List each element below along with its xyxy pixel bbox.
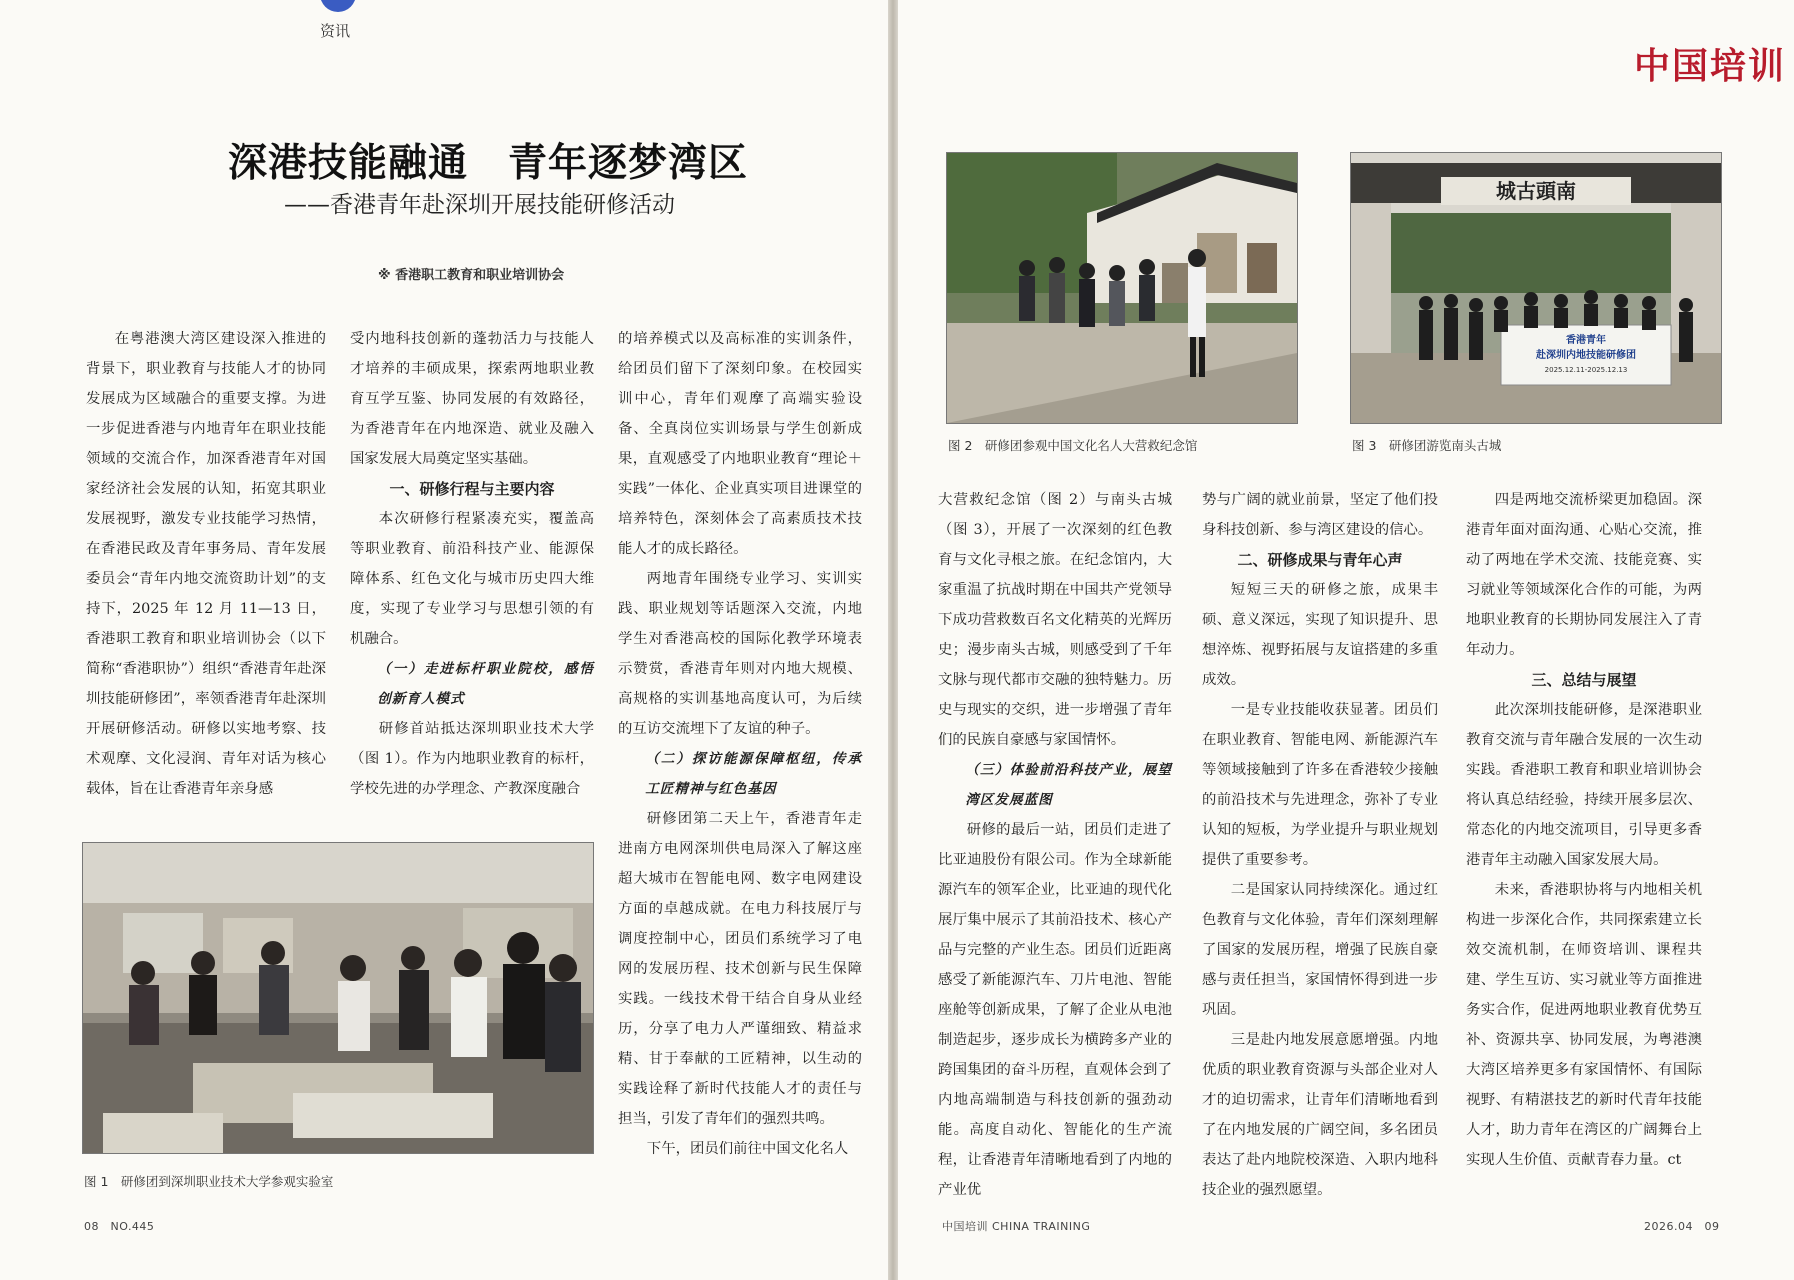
- article-title: 深港技能融通 青年逐梦湾区: [228, 141, 749, 186]
- section-heading: 一、研修行程与主要内容: [389, 480, 555, 498]
- paragraph: 研修团第二天上午，香港青年走进南方电网深圳供电局深入了解这座超大城市在智能电网、数字电网建设方面的卓越成就。在电力科技展厅与调度控制中心，团员们系统学习了电网的发展历程、技术创新与民生保障实践。一线技术骨干结合自身从业经历，分享了电力人严谨细致、精益求精、甘于奉献的工匠精神，以生动的实践诠释了新时代技能人才的责任与担当，引发了青年们的强烈共鸣。: [618, 811, 862, 1127]
- paragraph: 受内地科技创新的蓬勃活力与技能人才培养的丰硕成果，探索两地职业教育互学互鉴、协同发展的有效路径，为香港青年在内地深造、就业及融入国家发展大局奠定坚实基础。: [350, 331, 594, 467]
- paragraph: 二是国家认同持续深化。通过红色教育与文化体验，青年们深刻理解了国家的发展历程，增强了民族自豪感与责任担当，家国情怀得到进一步巩固。: [1202, 882, 1438, 1018]
- banner-text-2: 赴深圳内地技能研修团: [1536, 350, 1636, 361]
- figure-3-photo: [1350, 152, 1722, 424]
- right-page: [898, 0, 1794, 1280]
- figure-1-caption: 图 1 研修团到深圳职业技术大学参观实验室: [84, 1174, 334, 1189]
- paragraph: 在粤港澳大湾区建设深入推进的背景下，职业教育与技能人才的协同发展成为区域融合的重要支撑。为进一步促进香港与内地青年在职业技能领域的交流合作，加深香港青年对国家经济社会发展的认知，拓宽其职业发展视野，激发专业技能学习热情，在香港民政及青年事务局、青年发展委员会“青年内地交流资助计划”的支持下，2025 年 12 月 11—13 日，香港职工教育和职业培训协会（以下简称“香港职协”）组织“香港青年赴深圳技能研修团”，率领香港青年赴深圳开展研修活动。研修以实地考察、技术观摩、文化浸润、青年对话为核心载体，旨在让香港青年亲身感: [86, 331, 326, 797]
- paragraph: 两地青年围绕专业学习、实训实践、职业规划等话题深入交流，内地学生对香港高校的国际化教学环境表示赞赏，香港青年则对内地大规模、高规格的实训基地高度认可，为后续的互访交流埋下了友谊的种子。: [618, 571, 862, 737]
- footer-issue: 2026.04 09: [1644, 1220, 1720, 1233]
- section-marker: [320, 0, 356, 12]
- right-column-2: [1202, 485, 1438, 1205]
- paragraph: 势与广阔的就业前景，坚定了他们投身科技创新、参与湾区建设的信心。: [1202, 492, 1438, 538]
- section-tag: 资讯: [320, 22, 351, 40]
- paragraph: 一是专业技能收获显著。团员们在职业教育、智能电网、新能源汽车等领域接触到了许多在香港较少接触的前沿技术与先进理念，弥补了专业认知的短板，为学业提升与职业规划提供了重要参考。: [1202, 702, 1438, 868]
- figure-2-photo: [946, 152, 1298, 424]
- magazine-logo: 中国培训: [1633, 45, 1786, 87]
- paragraph: 本次研修行程紧凑充实，覆盖高等职业教育、前沿科技产业、能源保障体系、红色文化与城市历史四大维度，实现了专业学习与思想引领的有机融合。: [350, 511, 594, 647]
- paragraph: 三是赴内地发展意愿增强。内地优质的职业教育资源与头部企业对人才的迫切需求，让青年们清晰地看到了在内地发展的广阔空间，多名团员表达了赴内地院校深造、入职内地科技企业的强烈愿望。: [1202, 1032, 1438, 1198]
- right-column-1: [938, 485, 1172, 1205]
- section-heading: 三、总结与展望: [1531, 671, 1637, 689]
- gate-sign-text: 城古頭南: [1496, 179, 1576, 203]
- article-byline: ※ 香港职工教育和职业培训协会: [378, 268, 565, 283]
- paragraph: 未来，香港职协将与内地相关机构进一步深化合作，共同探索建立长效交流机制，在师资培训、课程共建、学生互访、实习就业等方面推进务实合作，促进两地职业教育优势互补、资源共享、协同发展，为粤港澳大湾区培养更多有家国情怀、有国际视野、有精湛技艺的新时代青年技能人才，助力青年在湾区的广阔舞台上实现人生价值、贡献青春力量。ct: [1466, 882, 1702, 1168]
- page-gutter: [888, 0, 898, 1280]
- figure-2-caption: 图 2 研修团参观中国文化名人大营救纪念馆: [948, 438, 1198, 453]
- paragraph: 短短三天的研修之旅，成果丰硕、意义深远，实现了知识提升、思想淬炼、视野拓展与友谊搭建的多重成效。: [1202, 582, 1438, 688]
- footer-brand: 中国培训 CHINA TRAINING: [942, 1220, 1091, 1233]
- paragraph: 四是两地交流桥梁更加稳固。深港青年面对面沟通、心贴心交流，推动了两地在学术交流、技能竞赛、实习就业等领域深化合作的可能，为两地职业教育的长期协同发展注入了青年动力。: [1466, 492, 1702, 658]
- paragraph: 下午，团员们前往中国文化名人: [646, 1141, 849, 1157]
- figure-3-caption: 图 3 研修团游览南头古城: [1352, 438, 1502, 453]
- paragraph: 研修的最后一站，团员们走进了比亚迪股份有限公司。作为全球新能源汽车的领军企业，比亚迪的现代化展厅集中展示了其前沿技术、核心产品与完整的产业生态。团员们近距离感受了新能源汽车、刀片电池、智能座舱等创新成果，了解了企业从电池制造起步，逐步成长为横跨多产业的跨国集团的奋斗历程，直观体会到了内地高端制造与科技创新的强劲动能。高度自动化、智能化的生产流程，让香港青年清晰地看到了内地的产业优: [938, 822, 1172, 1198]
- footer-left: 08 NO.445: [84, 1220, 155, 1233]
- subsection-heading: （三）体验前沿科技产业，展望湾区发展蓝图: [965, 762, 1172, 808]
- paragraph: 大营救纪念馆（图 2）与南头古城（图 3），开展了一次深刻的红色教育与文化寻根之旅。在纪念馆内，大家重温了抗战时期在中国共产党领导下成功营救数百名文化精英的光辉历史；漫步南头古城，则感受到了千年文脉与现代都市交融的独特魅力。历史与现实的交织，进一步增强了青年们的民族自豪感与家国情怀。: [938, 492, 1172, 748]
- banner-text-1: 香港青年: [1566, 335, 1606, 346]
- subsection-heading: （二）探访能源保障枢纽，传承工匠精神与红色基因: [645, 751, 862, 797]
- left-page: [0, 0, 888, 1280]
- paragraph: 的培养模式以及高标准的实训条件，给团员们留下了深刻印象。在校园实训中心，青年们观摩了高端实验设备、全真岗位实训场景与学生创新成果，直观感受了内地职业教育“理论＋实践”一体化、企业真实项目进课堂的培养特色，深刻体会了高素质技术技能人才的成长路径。: [618, 331, 862, 557]
- left-column-2: [350, 324, 594, 804]
- left-column-3: [618, 324, 862, 1164]
- right-column-3: [1466, 485, 1702, 1175]
- section-heading: 二、研修成果与青年心声: [1237, 551, 1403, 569]
- figure-1-photo: [82, 842, 594, 1154]
- left-column-1: [86, 324, 326, 804]
- subsection-heading: （一）走进标杆职业院校，感悟创新育人模式: [377, 661, 594, 707]
- paragraph: 研修首站抵达深圳职业技术大学（图 1）。作为内地职业教育的标杆，学校先进的办学理念、产教深度融合: [350, 721, 594, 797]
- banner-text-3: 2025.12.11-2025.12.13: [1544, 366, 1628, 374]
- article-subtitle: ——香港青年赴深圳开展技能研修活动: [284, 192, 675, 218]
- paragraph: 此次深圳技能研修，是深港职业教育交流与青年融合发展的一次生动实践。香港职工教育和职业培训协会将认真总结经验，持续开展多层次、常态化的内地交流项目，引导更多香港青年主动融入国家发展大局。: [1466, 702, 1702, 868]
